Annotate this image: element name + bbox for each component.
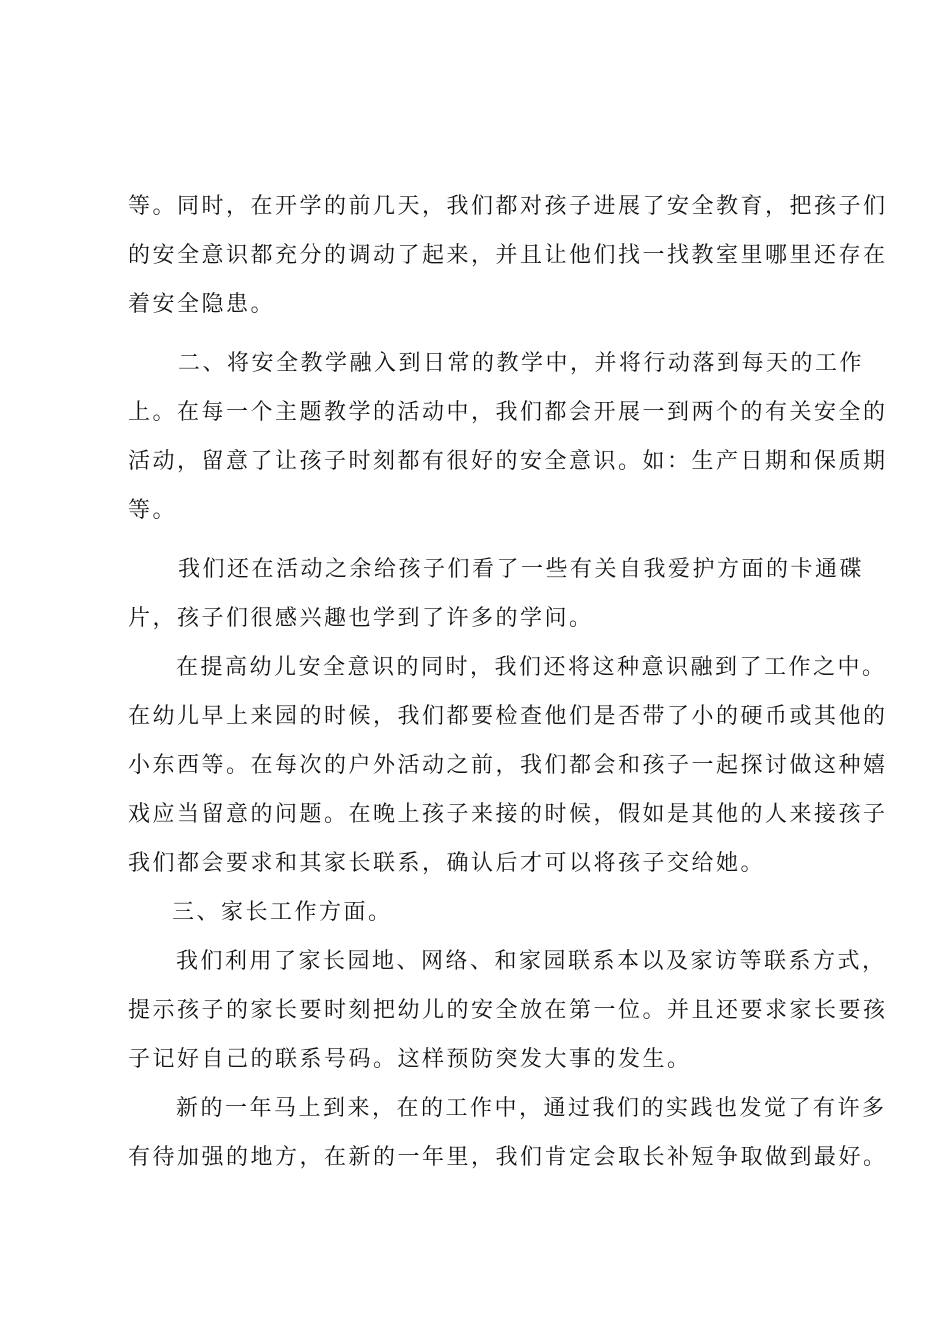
paragraph-line: 上。在每一个主题教学的活动中，我们都会开展一到两个的有关安全的: [128, 400, 888, 425]
paragraph-line: 二、将安全教学融入到日常的教学中，并将行动落到每天的工作: [178, 351, 865, 376]
paragraph-line: 在提高幼儿安全意识的同时，我们还将这种意识融到了工作之中。: [176, 655, 887, 680]
paragraph-line: 片，孩子们很感兴趣也学到了许多的学问。: [128, 606, 594, 631]
paragraph-line: 小东西等。在每次的户外活动之前，我们都会和孩子一起探讨做这种嬉: [128, 753, 888, 778]
paragraph-line: 着安全隐患。: [128, 292, 276, 317]
paragraph-line: 等。同时，在开学的前几天，我们都对孩子进展了安全教育，把孩子们: [128, 194, 888, 219]
document-page: [128, 182, 888, 1182]
paragraph-line: 活动，留意了让孩子时刻都有很好的安全意识。如：生产日期和保质期: [128, 449, 888, 474]
paragraph-1: [128, 182, 888, 329]
paragraph-line: 戏应当留意的问题。在晚上孩子来接的时候，假如是其他的人来接孩子: [128, 802, 888, 827]
paragraph-gap: [128, 329, 832, 339]
paragraph-7: [128, 1084, 888, 1182]
paragraph-line: 等。: [128, 498, 178, 523]
paragraph-6: [128, 937, 888, 1084]
paragraph-3: [128, 545, 865, 643]
paragraph-2: [128, 339, 888, 535]
paragraph-line: 在幼儿早上来园的时候，我们都要检查他们是否带了小的硬币或其他的: [128, 704, 888, 729]
paragraph-line: 的安全意识都充分的调动了起来，并且让他们找一找教室里哪里还存在: [128, 243, 888, 268]
paragraph-line: 新的一年马上到来，在的工作中，通过我们的实践也发觉了有许多: [176, 1096, 887, 1121]
section-heading-3: [128, 888, 832, 937]
paragraph-4: [128, 643, 888, 888]
paragraph-line: 三、家长工作方面。: [172, 900, 393, 925]
paragraph-line: 我们还在活动之余给孩子们看了一些有关自我爱护方面的卡通碟: [178, 557, 865, 582]
paragraph-line: 子记好自己的联系号码。这样预防突发大事的发生。: [128, 1047, 692, 1072]
paragraph-line: 提示孩子的家长要时刻把幼儿的安全放在第一位。并且还要求家长要孩: [128, 998, 888, 1023]
paragraph-line: 我们利用了家长园地、网络、和家园联系本以及家访等联系方式，: [176, 949, 887, 974]
paragraph-line: 我们都会要求和其家长联系，确认后才可以将孩子交给她。: [128, 851, 766, 876]
paragraph-line: 有待加强的地方，在新的一年里，我们肯定会取长补短争取做到最好。: [128, 1145, 888, 1170]
paragraph-gap: [128, 535, 832, 545]
